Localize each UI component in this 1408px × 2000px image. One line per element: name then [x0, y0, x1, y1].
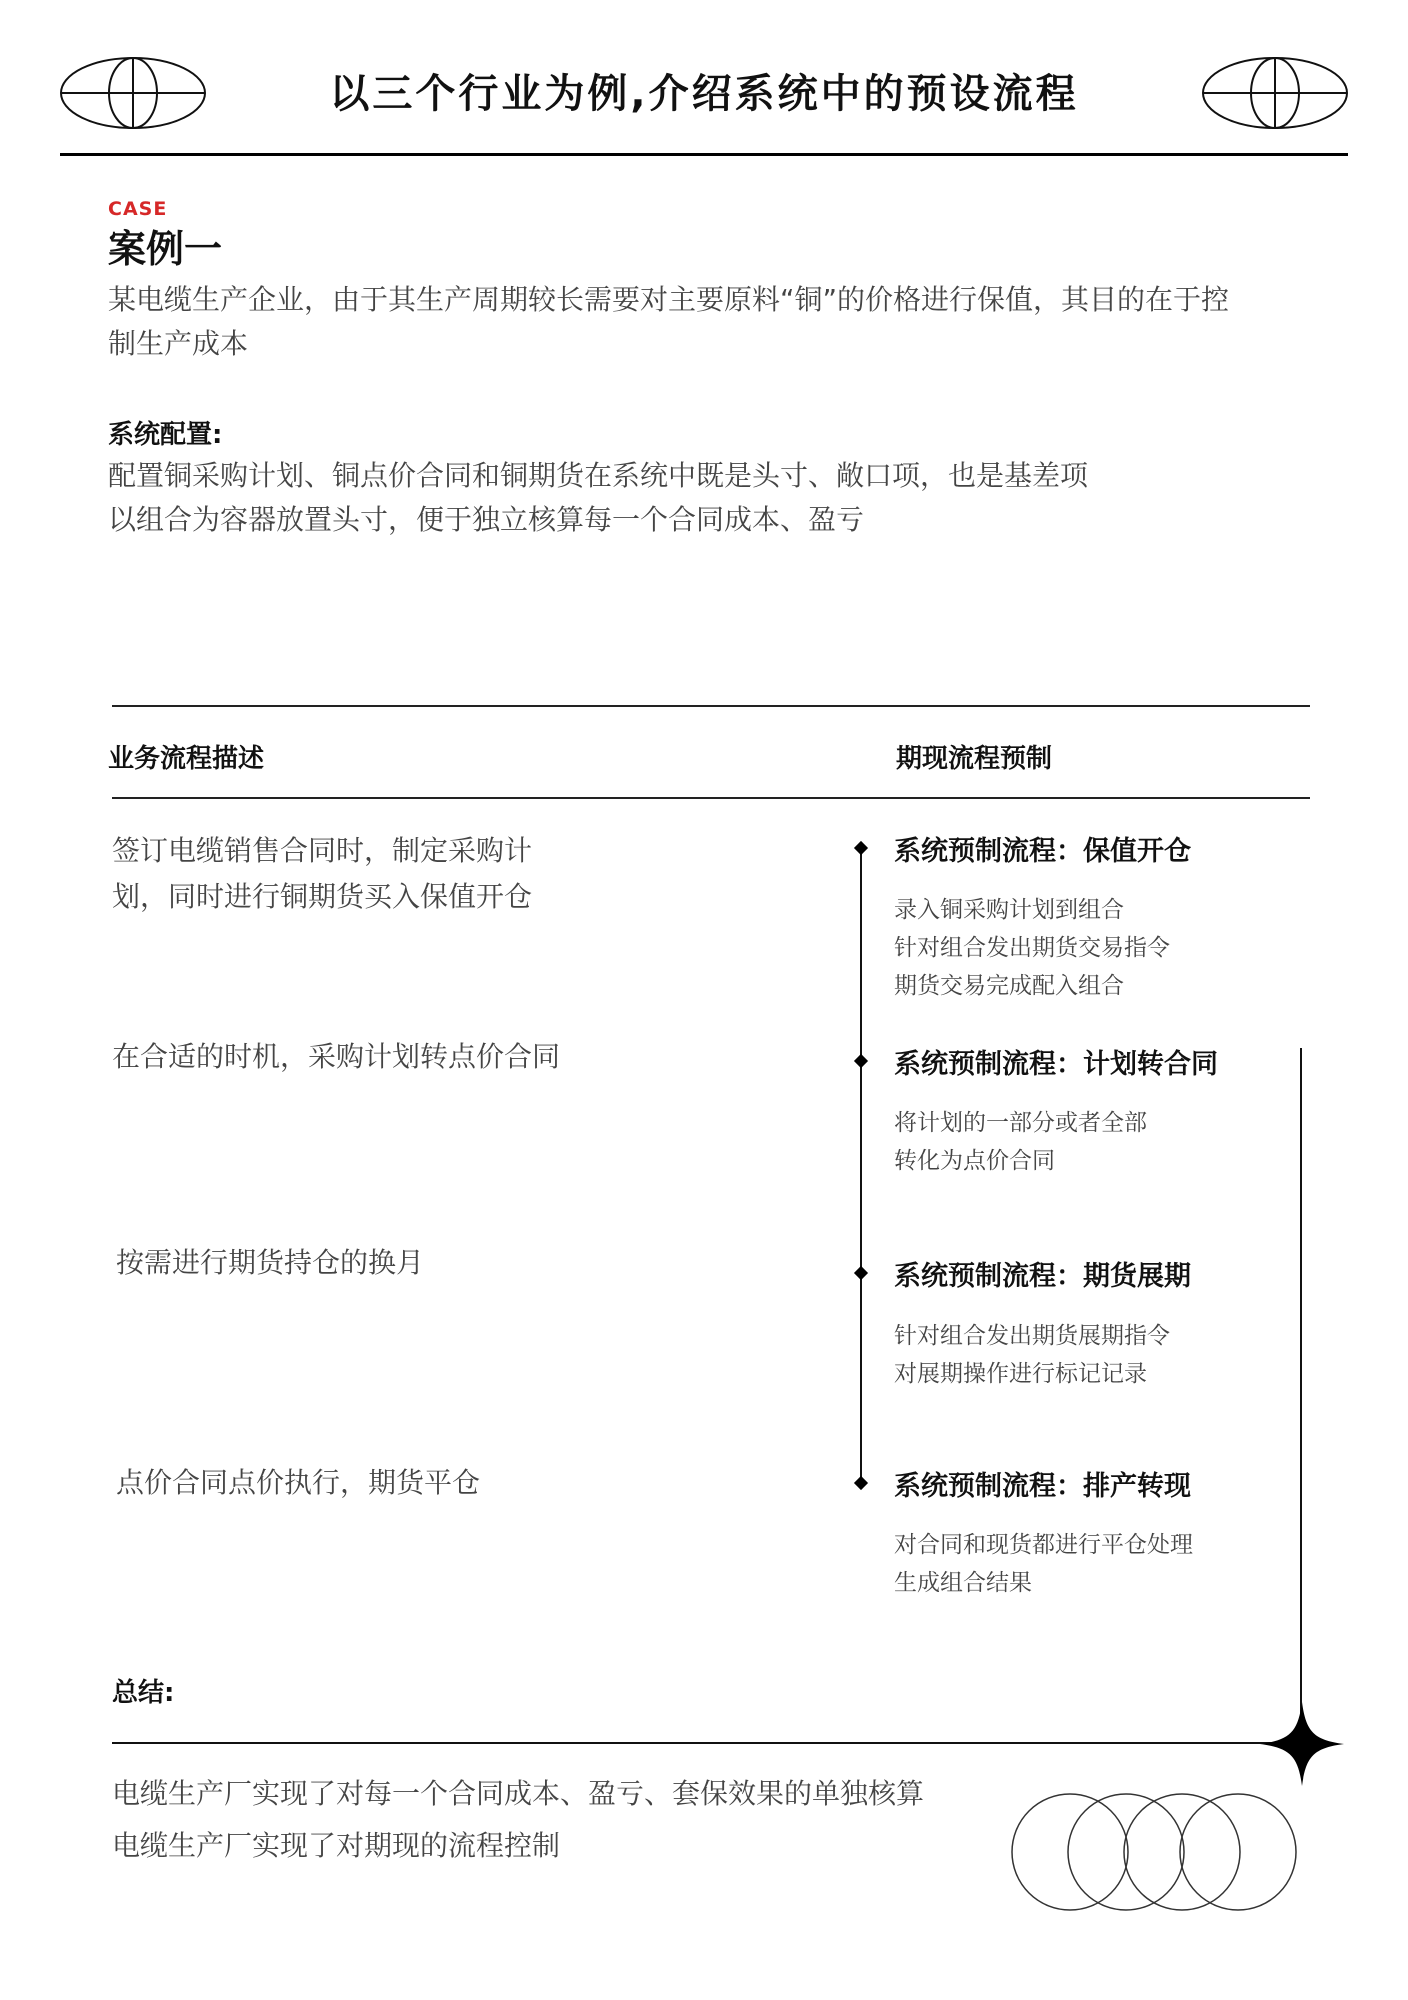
table-header-rule: [112, 797, 1310, 799]
business-step: [112, 1034, 632, 1080]
business-step: [116, 1240, 636, 1286]
right-column-header: 期现流程预制: [896, 744, 1053, 774]
summary-rule: [112, 1742, 1302, 1744]
config-description: [108, 454, 1338, 542]
business-line: 按需进行期货持仓的换月: [116, 1246, 425, 1279]
description-line: 某电缆生产企业，由于其生产周期较长需要对主要原料“铜”的价格进行保值，其目的在于控: [108, 283, 1230, 316]
business-line: 在合适的时机，采购计划转点价合同: [112, 1040, 561, 1073]
step-title: 系统预制流程：期货展期: [894, 1261, 1191, 1292]
summary-line: 电缆生产厂实现了对每一个合同成本、盈亏、套保效果的单独核算: [112, 1777, 925, 1810]
step-details: [894, 891, 1170, 1005]
step-details: [894, 1104, 1147, 1180]
step-title: 系统预制流程：保值开仓: [894, 836, 1191, 867]
connector-line: [1300, 1048, 1302, 1738]
case-description: [108, 278, 1338, 366]
timeline-line: [860, 848, 862, 1480]
config-line: 以组合为容器放置头寸，便于独立核算每一个合同成本、盈亏: [108, 503, 865, 536]
config-heading: 系统配置:: [108, 420, 223, 450]
summary-line: 电缆生产厂实现了对期现的流程控制: [112, 1829, 561, 1862]
page-title: 以三个行业为例,介绍系统中的预设流程: [329, 71, 1079, 117]
header-divider: [60, 153, 1348, 156]
description-line: 制生产成本: [108, 327, 249, 360]
diamond-bullet-icon: [854, 1476, 868, 1490]
step-title: 系统预制流程：排产转现: [894, 1471, 1191, 1502]
table-top-rule: [112, 705, 1310, 707]
business-step: [112, 828, 632, 920]
step-line: 针对组合发出期货展期指令: [894, 1323, 1170, 1349]
left-column-header: 业务流程描述: [108, 744, 265, 774]
step-line: 将计划的一部分或者全部: [894, 1110, 1147, 1136]
business-line: 划，同时进行铜期货买入保值开仓: [112, 880, 533, 913]
diamond-bullet-icon: [854, 1054, 868, 1068]
step-details: [894, 1526, 1193, 1602]
diamond-bullet-icon: [854, 1266, 868, 1280]
step-line: 对展期操作进行标记记录: [894, 1361, 1147, 1387]
case-tag: CASE: [108, 198, 168, 220]
step-line: 录入铜采购计划到组合: [894, 897, 1124, 923]
business-line: 签订电缆销售合同时，制定采购计: [112, 834, 533, 867]
business-line: 点价合同点价执行，期货平仓: [116, 1466, 481, 1499]
step-line: 期货交易完成配入组合: [894, 973, 1124, 999]
step-line: 对合同和现货都进行平仓处理: [894, 1532, 1193, 1558]
summary-heading: 总结:: [112, 1678, 175, 1708]
four-point-star-icon: [1260, 1702, 1344, 1786]
step-details: [894, 1317, 1170, 1393]
step-line: 生成组合结果: [894, 1570, 1032, 1596]
step-line: 转化为点价合同: [894, 1148, 1055, 1174]
config-line: 配置铜采购计划、铜点价合同和铜期货在系统中既是头寸、敞口项，也是基差项: [108, 459, 1089, 492]
case-title: 案例一: [108, 227, 223, 271]
summary-text: [112, 1768, 1012, 1872]
business-step: [116, 1460, 636, 1506]
step-line: 针对组合发出期货交易指令: [894, 935, 1170, 961]
overlapping-circles-icon: [1010, 1782, 1300, 1922]
diamond-bullet-icon: [854, 841, 868, 855]
step-title: 系统预制流程：计划转合同: [894, 1049, 1218, 1080]
